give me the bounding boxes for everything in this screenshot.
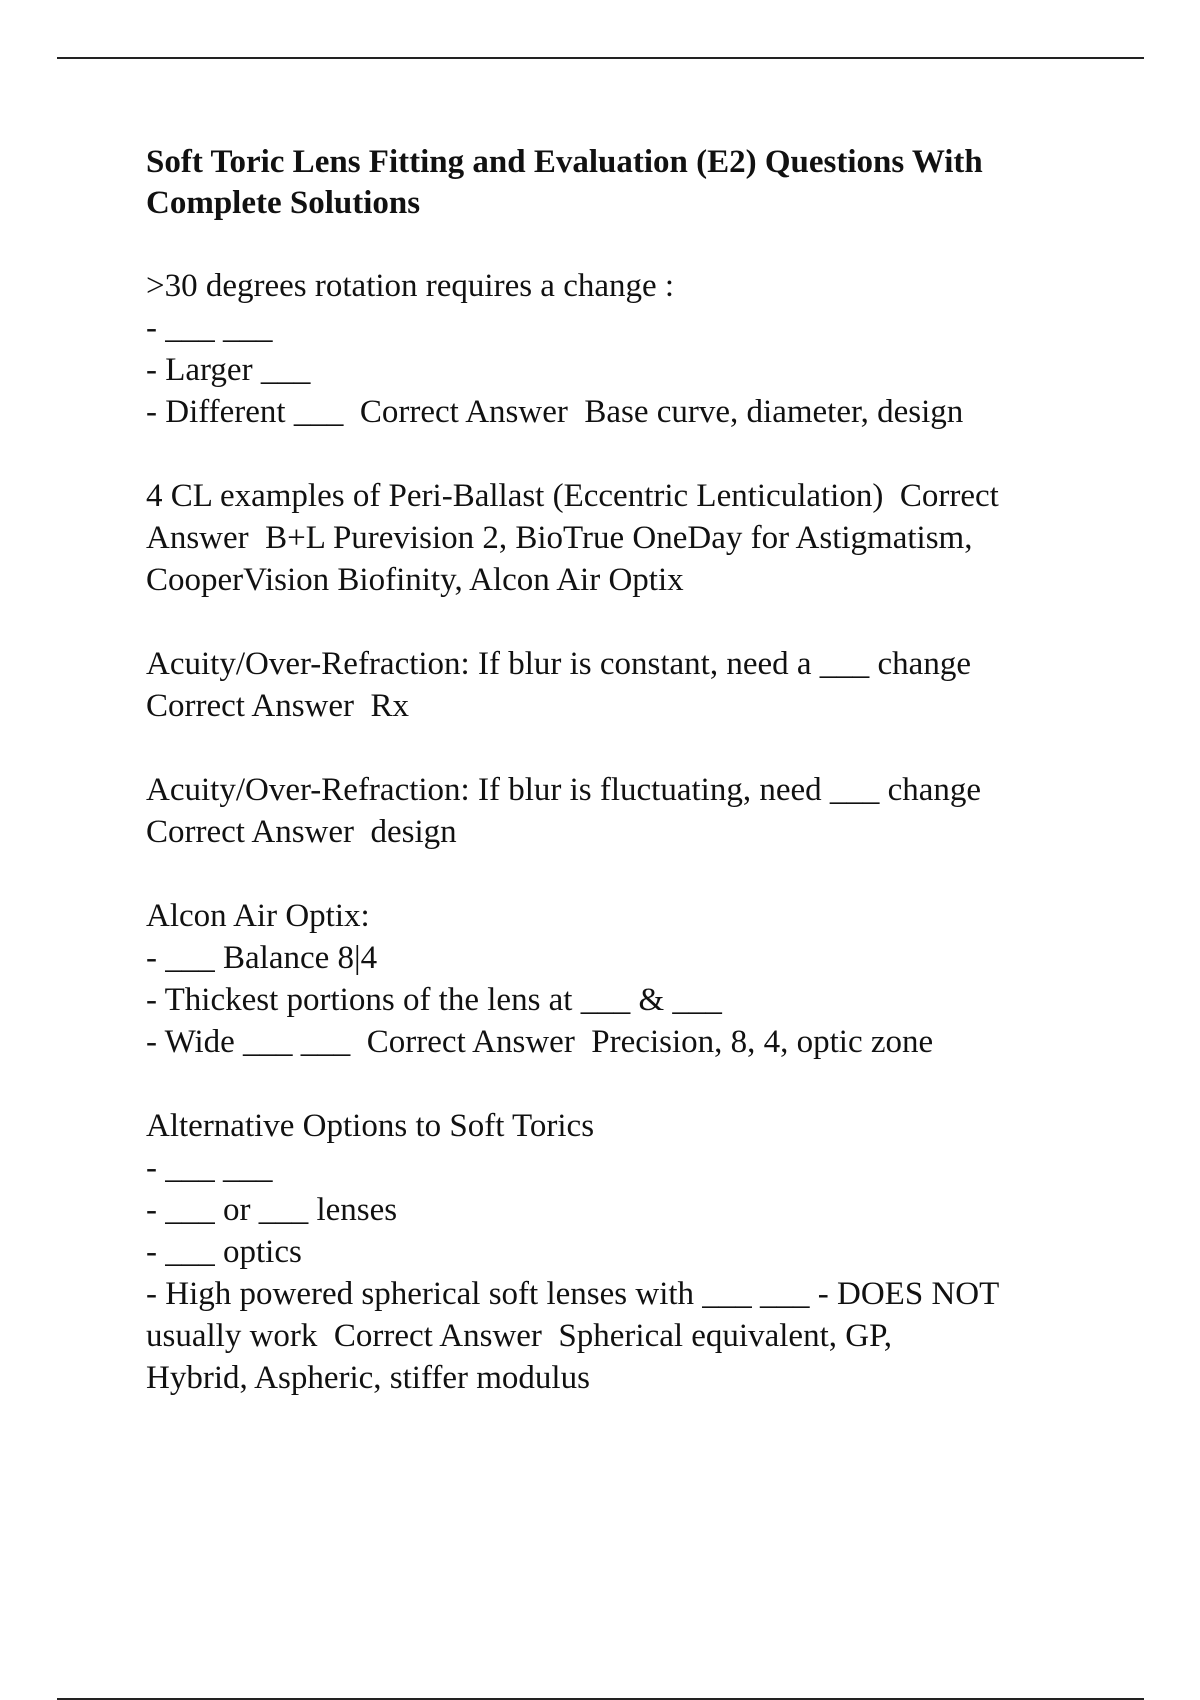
qa-item: [146, 1105, 1096, 1399]
qa-item: [146, 265, 1096, 433]
top-rule: [57, 57, 1144, 59]
qa-line: - Larger ___: [146, 352, 311, 388]
qa-line: - ___ optics: [146, 1234, 302, 1270]
qa-line: - High powered spherical soft lenses with ___ ___ - DOES NOT: [146, 1276, 1000, 1312]
qa-line: Answer B+L Purevision 2, BioTrue OneDay for Astigmatism,: [146, 520, 973, 556]
qa-line: - ___ ___: [146, 1150, 273, 1186]
qa-line: - ___ Balance 8|4: [146, 940, 378, 976]
document-title: Soft Toric Lens Fitting and Evaluation (E2) Questions With Complete Solutions: [146, 144, 983, 221]
qa-item: [146, 895, 1096, 1063]
qa-line: - ___ or ___ lenses: [146, 1192, 398, 1228]
qa-line: usually work Correct Answer Spherical equivalent, GP,: [146, 1318, 893, 1354]
qa-line: Correct Answer Rx: [146, 688, 410, 724]
qa-line: CooperVision Biofinity, Alcon Air Optix: [146, 562, 684, 598]
qa-item: [146, 643, 1096, 727]
document-body: [146, 142, 1096, 1441]
qa-item: [146, 769, 1096, 853]
qa-line: - Different ___ Correct Answer Base curve, diameter, design: [146, 394, 964, 430]
qa-line: Acuity/Over-Refraction: If blur is fluctuating, need ___ change: [146, 772, 982, 808]
qa-line: >30 degrees rotation requires a change :: [146, 268, 675, 304]
qa-line: 4 CL examples of Peri-Ballast (Eccentric Lenticulation) Correct: [146, 478, 999, 514]
qa-line: Acuity/Over-Refraction: If blur is constant, need a ___ change: [146, 646, 971, 682]
qa-line: - ___ ___: [146, 310, 273, 346]
qa-line: Correct Answer design: [146, 814, 457, 850]
qa-item: [146, 475, 1096, 601]
qa-line: - Wide ___ ___ Correct Answer Precision, 8, 4, optic zone: [146, 1024, 934, 1060]
qa-line: Hybrid, Aspheric, stiffer modulus: [146, 1360, 590, 1396]
qa-line: - Thickest portions of the lens at ___ & ___: [146, 982, 722, 1018]
qa-line: Alternative Options to Soft Torics: [146, 1108, 595, 1144]
qa-line: Alcon Air Optix:: [146, 898, 370, 934]
